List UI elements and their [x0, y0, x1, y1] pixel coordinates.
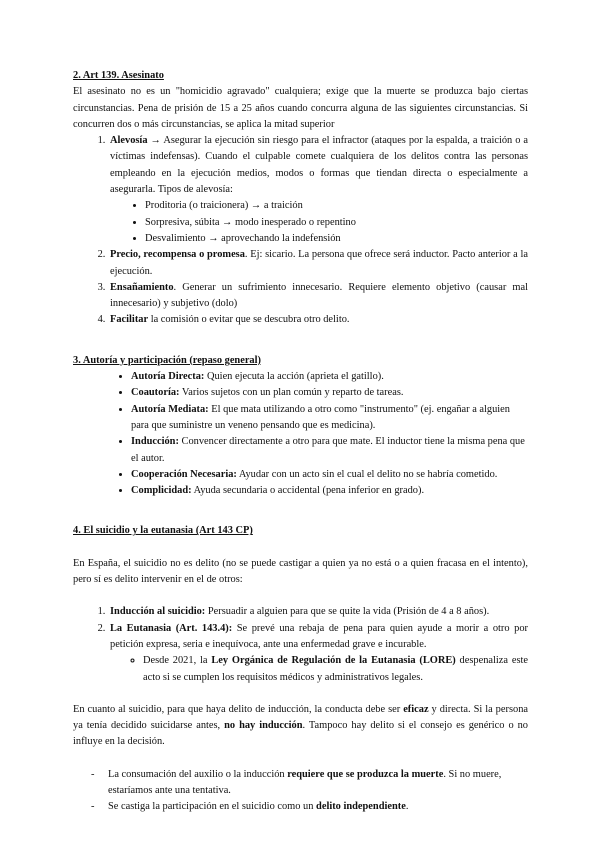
section-heading-asesinato: 2. Art 139. Asesinato — [73, 70, 164, 81]
autoria-list — [73, 369, 528, 499]
item-text: Se prevé una rebaja de pena para quien ayude a morir a otro por petición expresa, seria e inequívoca, ante una enfermedad grave e incurable. — [110, 622, 528, 650]
item-text: . Ej: sicario. La persona que ofrece será inductor. Pacto anterior a la ejecución. — [110, 249, 528, 277]
item-text: Ayuda secundaria o accidental (pena inferior en grado). — [191, 485, 425, 497]
list-item — [131, 385, 528, 401]
list-item — [131, 434, 528, 467]
section-heading-autoria: 3. Autoría y participación (repaso general) — [73, 354, 261, 366]
item-term: Facilitar — [110, 314, 149, 326]
item-text: Ayudar con un acto sin el cual el delito no se habría cometido. — [236, 468, 498, 480]
circumstances-list — [73, 133, 528, 329]
item-text: Varios sujetos con un plan común y reparto de tareas. — [179, 387, 404, 399]
dash-list — [73, 767, 528, 816]
item-term: Cooperación Necesaria: — [131, 468, 237, 480]
list-item: • Sorpresiva, súbita → modo inesperado o repentino — [145, 215, 528, 231]
list-item — [143, 653, 528, 686]
item-text: despenaliza este acto si se cumplen los requisitos médicos y administrativos legales. — [143, 655, 528, 683]
item-term: Autoría Directa: — [131, 371, 205, 383]
item-text: . Generar un sufrimiento innecesario. Requiere elemento objetivo (causar mal innecesario) y subjetivo (dolo) — [110, 281, 528, 310]
item-text: Convencer directamente a otro para que mate. El inductor tiene la misma pena que el autor. — [131, 436, 525, 464]
list-item — [131, 402, 528, 435]
list-item — [108, 133, 528, 247]
list-item: - Se castiga la participación en el suicidio como un delito independiente. — [108, 799, 528, 815]
document-page — [73, 68, 528, 816]
item-text: Quien ejecuta la acción (aprieta el gatillo). — [204, 371, 384, 383]
section-intro-suicidio: En España, el suicidio no es delito (no se puede castigar a quien ya no está o a quien fracasa en el intento), pero sí es delito intervenir en el de otros: — [73, 557, 528, 586]
suicidio-list — [73, 604, 528, 685]
item-term: Complicidad: — [131, 485, 192, 497]
list-item: - La consumación del auxilio o la inducción requiere que se produzca la muerte. Si no muere, estaríamos ante una tentativa. — [108, 767, 528, 800]
lore-sublist — [110, 653, 528, 686]
section-intro-asesinato: El asesinato no es un "homicidio agravado" cualquiera; exige que la muerte se produzca bajo ciertas circunstancias. Pena de prisión de 15 a 25 años cuando concurra alguna de las siguientes circunstancias. Si concurren dos o más circunstancias, se aplica la mitad superior — [73, 86, 528, 130]
list-item — [108, 621, 528, 686]
item-text: El que mata utilizando a otro como "instrumento" (ej. engañar a alguien para que suministre un veneno pensando que es medicina). — [131, 403, 510, 431]
item-term: Ensañamiento — [110, 281, 174, 293]
list-item — [131, 483, 528, 499]
item-term: La Eutanasia (Art. 143.4): — [110, 622, 233, 634]
item-text: la comisión o evitar que se descubra otro delito. — [148, 314, 350, 326]
item-text: Persuadir a alguien para que se quite la vida (Prisión de 4 a 8 años). — [205, 606, 490, 618]
list-item — [131, 369, 528, 385]
alevosia-types-list — [110, 198, 528, 247]
list-item — [131, 467, 528, 483]
list-item: • Desvalimiento → aprovechando la indefensión — [145, 231, 528, 247]
item-term: Coautoría: — [131, 387, 180, 399]
list-item — [108, 280, 528, 313]
list-item — [108, 247, 528, 280]
section-heading-suicidio: 4. El suicidio y la eutanasia (Art 143 CP) — [73, 525, 253, 537]
item-term: Precio, recompensa o promesa — [110, 249, 245, 261]
list-item: • Proditoria (o traicionera) → a traición — [145, 198, 528, 214]
item-term: Alevosía — [110, 135, 148, 147]
item-term: Inducción al suicidio: — [110, 606, 206, 618]
list-item — [108, 312, 528, 328]
item-term: Inducción: — [131, 436, 179, 448]
item-text: Desde 2021, la — [143, 655, 212, 667]
item-text: → Asegurar la ejecución sin riesgo para el infractor (ataques por la espalda, a traición o a víctimas indefensas). Cuando el culpable comete cualquiera de los delitos contra las personas empleando en la ejecución medios, modos o formas que tiendan directa o especialmente a asegurarla. Tipos de alevosía: — [110, 135, 528, 196]
item-term: Autoría Mediata: — [131, 403, 209, 415]
item-term: Ley Orgánica de Regulación de la Eutanasia (LORE) — [211, 655, 456, 667]
list-item — [108, 604, 528, 620]
paragraph-induccion: En cuanto al suicidio, para que haya delito de inducción, la conducta debe ser eficaz y directa. Si la persona ya tenía decidido suicidarse antes, no hay inducción. Tampoco hay delito si el consejo es genérico o no influye en la decisión. — [73, 703, 528, 748]
